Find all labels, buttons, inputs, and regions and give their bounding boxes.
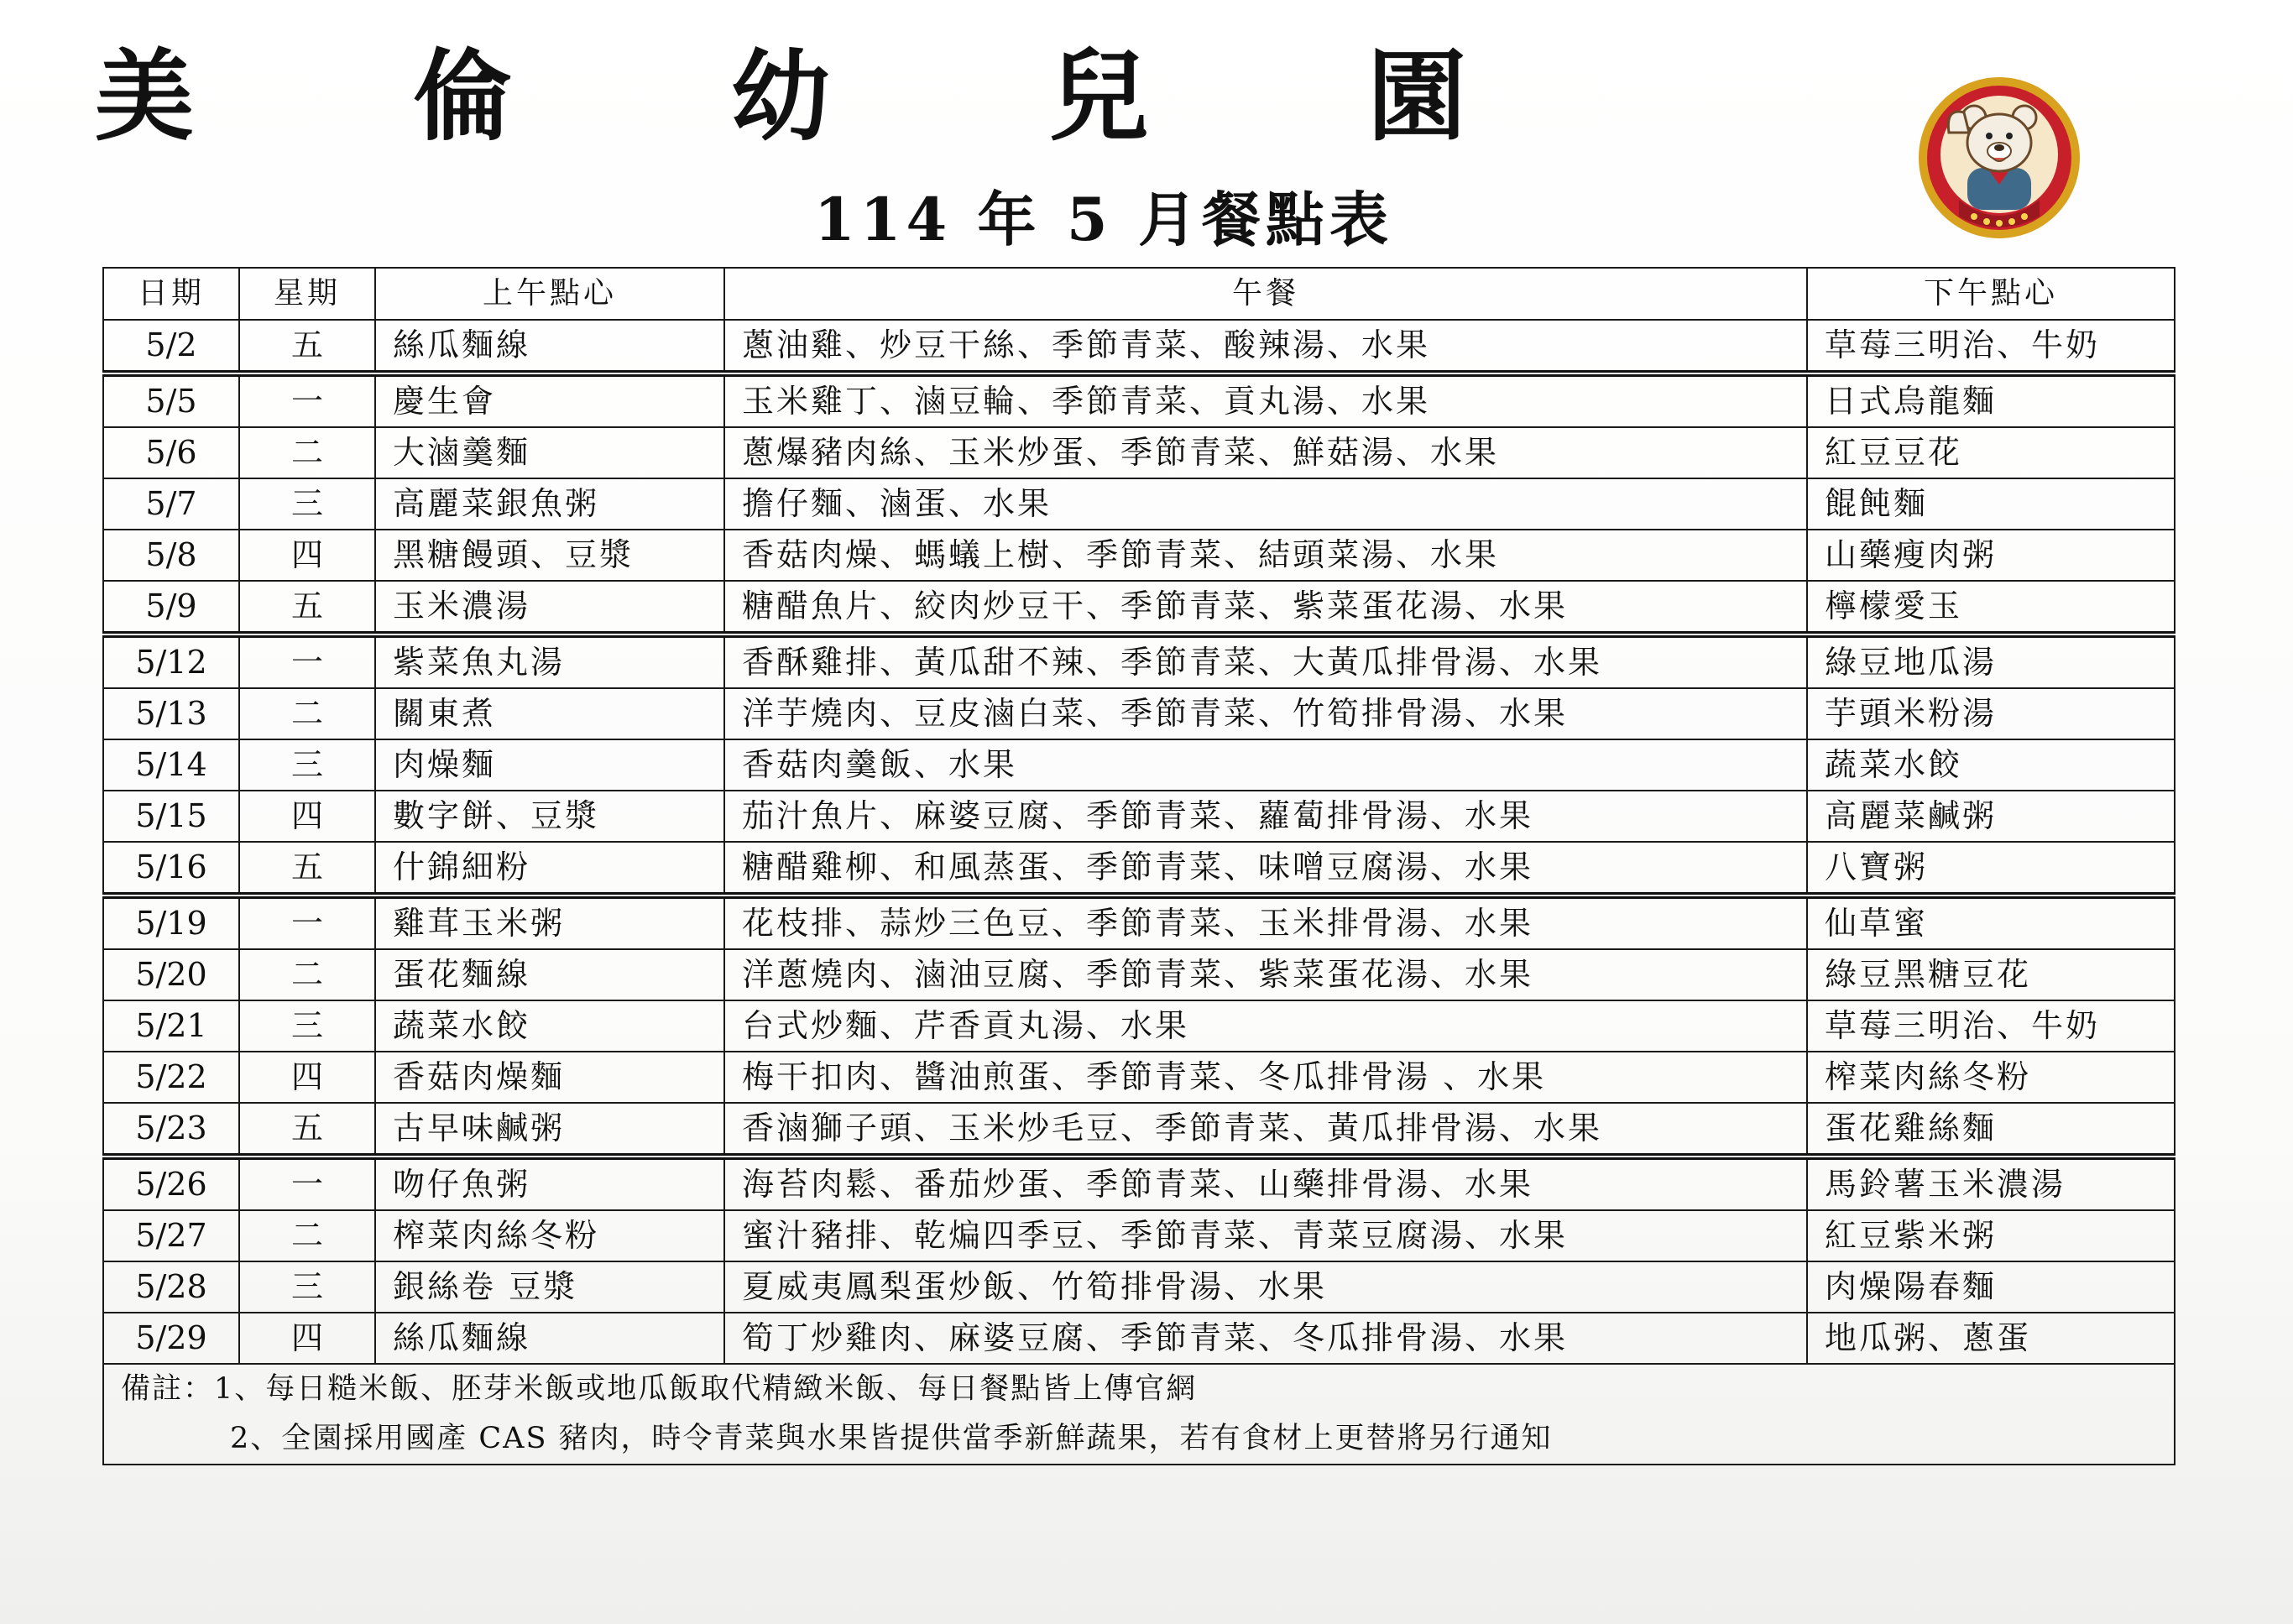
row-morning-snack: 慶生會	[375, 373, 724, 427]
row-lunch: 夏威夷鳳梨蛋炒飯、竹筍排骨湯、水果	[724, 1261, 1807, 1313]
row-lunch: 筍丁炒雞肉、麻婆豆腐、季節青菜、冬瓜排骨湯、水果	[724, 1313, 1807, 1364]
row-lunch: 糖醋魚片、絞肉炒豆干、季節青菜、紫菜蛋花湯、水果	[724, 581, 1807, 634]
row-date: 5/20	[103, 949, 239, 1000]
row-lunch: 洋蔥燒肉、滷油豆腐、季節青菜、紫菜蛋花湯、水果	[724, 949, 1807, 1000]
row-morning-snack: 雞茸玉米粥	[375, 896, 724, 949]
row-morning-snack: 榨菜肉絲冬粉	[375, 1210, 724, 1261]
table-row	[103, 739, 2175, 791]
row-lunch: 茄汁魚片、麻婆豆腐、季節青菜、蘿蔔排骨湯、水果	[724, 791, 1807, 842]
table-row	[103, 373, 2175, 427]
row-date: 5/14	[103, 739, 239, 791]
row-lunch: 香滷獅子頭、玉米炒毛豆、季節青菜、黃瓜排骨湯、水果	[724, 1103, 1807, 1157]
table-row	[103, 1210, 2175, 1261]
row-morning-snack: 香菇肉燥麵	[375, 1052, 724, 1103]
row-date: 5/8	[103, 530, 239, 581]
table-row	[103, 427, 2175, 478]
row-morning-snack: 玉米濃湯	[375, 581, 724, 634]
table-row	[103, 1157, 2175, 1210]
row-morning-snack: 紫菜魚丸湯	[375, 634, 724, 688]
row-afternoon-snack: 仙草蜜	[1807, 896, 2175, 949]
row-afternoon-snack: 餛飩麵	[1807, 478, 2175, 530]
school-name: 美 倫 幼 兒 園	[94, 39, 1559, 154]
table-row	[103, 949, 2175, 1000]
header-date: 日期	[103, 268, 239, 320]
row-weekday: 一	[239, 634, 375, 688]
row-weekday: 二	[239, 949, 375, 1000]
row-morning-snack: 肉燥麵	[375, 739, 724, 791]
row-afternoon-snack: 八寶粥	[1807, 842, 2175, 896]
row-weekday: 一	[239, 373, 375, 427]
row-afternoon-snack: 紅豆紫米粥	[1807, 1210, 2175, 1261]
table-row	[103, 478, 2175, 530]
row-afternoon-snack: 芋頭米粉湯	[1807, 688, 2175, 739]
note-line-2: 2、全園採用國產 CAS 豬肉，時令青菜與水果皆提供當季新鮮蔬果，若有食材上更替將另行通知	[230, 1422, 1553, 1455]
row-afternoon-snack: 肉燥陽春麵	[1807, 1261, 2175, 1313]
row-weekday: 五	[239, 1103, 375, 1157]
row-date: 5/9	[103, 581, 239, 634]
table-row	[103, 1313, 2175, 1364]
meal-rows	[103, 320, 2175, 1465]
row-afternoon-snack: 蛋花雞絲麵	[1807, 1103, 2175, 1157]
row-date: 5/6	[103, 427, 239, 478]
meal-schedule-table	[102, 267, 2175, 1465]
row-lunch: 蔥油雞、炒豆干絲、季節青菜、酸辣湯、水果	[724, 320, 1807, 373]
row-morning-snack: 關東煮	[375, 688, 724, 739]
table-row	[103, 1052, 2175, 1103]
row-date: 5/21	[103, 1000, 239, 1052]
header-lunch: 午餐	[724, 268, 1807, 320]
table-row	[103, 581, 2175, 634]
row-afternoon-snack: 高麗菜鹹粥	[1807, 791, 2175, 842]
row-morning-snack: 吻仔魚粥	[375, 1157, 724, 1210]
row-date: 5/13	[103, 688, 239, 739]
row-weekday: 四	[239, 791, 375, 842]
row-weekday: 五	[239, 320, 375, 373]
row-lunch: 香菇肉燥、螞蟻上樹、季節青菜、結頭菜湯、水果	[724, 530, 1807, 581]
notes-row	[103, 1364, 2175, 1465]
row-afternoon-snack: 蔬菜水餃	[1807, 739, 2175, 791]
row-date: 5/26	[103, 1157, 239, 1210]
row-date: 5/2	[103, 320, 239, 373]
row-morning-snack: 絲瓜麵線	[375, 1313, 724, 1364]
header-afternoon-snack: 下午點心	[1807, 268, 2175, 320]
row-afternoon-snack: 馬鈴薯玉米濃湯	[1807, 1157, 2175, 1210]
row-weekday: 二	[239, 427, 375, 478]
row-lunch: 玉米雞丁、滷豆輪、季節青菜、貢丸湯、水果	[724, 373, 1807, 427]
bear-mascot-logo-icon	[1915, 74, 2083, 242]
table-row	[103, 1000, 2175, 1052]
row-morning-snack: 黑糖饅頭、豆漿	[375, 530, 724, 581]
row-date: 5/23	[103, 1103, 239, 1157]
row-afternoon-snack: 山藥瘦肉粥	[1807, 530, 2175, 581]
row-weekday: 四	[239, 1052, 375, 1103]
row-afternoon-snack: 草莓三明治、牛奶	[1807, 320, 2175, 373]
row-lunch: 洋芋燒肉、豆皮滷白菜、季節青菜、竹筍排骨湯、水果	[724, 688, 1807, 739]
row-lunch: 海苔肉鬆、番茄炒蛋、季節青菜、山藥排骨湯、水果	[724, 1157, 1807, 1210]
menu-title: 114 年 5 月餐點表	[814, 185, 1393, 254]
row-afternoon-snack: 綠豆黑糖豆花	[1807, 949, 2175, 1000]
row-morning-snack: 大滷羹麵	[375, 427, 724, 478]
row-afternoon-snack: 綠豆地瓜湯	[1807, 634, 2175, 688]
row-weekday: 三	[239, 478, 375, 530]
notes-cell	[103, 1364, 2175, 1465]
row-morning-snack: 蔬菜水餃	[375, 1000, 724, 1052]
header-weekday: 星期	[239, 268, 375, 320]
table-row	[103, 896, 2175, 949]
note-line-1: 備註：1、每日糙米飯、胚芽米飯或地瓜飯取代精緻米飯、每日餐點皆上傳官網	[121, 1372, 1198, 1406]
row-date: 5/22	[103, 1052, 239, 1103]
row-weekday: 五	[239, 581, 375, 634]
row-weekday: 三	[239, 739, 375, 791]
row-afternoon-snack: 日式烏龍麵	[1807, 373, 2175, 427]
table-row	[103, 530, 2175, 581]
row-weekday: 一	[239, 896, 375, 949]
row-date: 5/19	[103, 896, 239, 949]
row-weekday: 四	[239, 530, 375, 581]
row-lunch: 蜜汁豬排、乾煸四季豆、季節青菜、青菜豆腐湯、水果	[724, 1210, 1807, 1261]
row-date: 5/5	[103, 373, 239, 427]
row-lunch: 蔥爆豬肉絲、玉米炒蛋、季節青菜、鮮菇湯、水果	[724, 427, 1807, 478]
row-morning-snack: 高麗菜銀魚粥	[375, 478, 724, 530]
row-lunch: 梅干扣肉、醬油煎蛋、季節青菜、冬瓜排骨湯 、水果	[724, 1052, 1807, 1103]
row-afternoon-snack: 草莓三明治、牛奶	[1807, 1000, 2175, 1052]
row-morning-snack: 數字餅、豆漿	[375, 791, 724, 842]
row-afternoon-snack: 紅豆豆花	[1807, 427, 2175, 478]
header-morning-snack: 上午點心	[375, 268, 724, 320]
row-weekday: 二	[239, 1210, 375, 1261]
row-weekday: 二	[239, 688, 375, 739]
row-date: 5/16	[103, 842, 239, 896]
row-weekday: 三	[239, 1261, 375, 1313]
row-weekday: 三	[239, 1000, 375, 1052]
row-lunch: 香酥雞排、黃瓜甜不辣、季節青菜、大黃瓜排骨湯、水果	[724, 634, 1807, 688]
row-lunch: 香菇肉羹飯、水果	[724, 739, 1807, 791]
row-date: 5/27	[103, 1210, 239, 1261]
table-row	[103, 320, 2175, 373]
table-row	[103, 791, 2175, 842]
row-lunch: 擔仔麵、滷蛋、水果	[724, 478, 1807, 530]
row-afternoon-snack: 地瓜粥、蔥蛋	[1807, 1313, 2175, 1364]
row-lunch: 台式炒麵、芹香貢丸湯、水果	[724, 1000, 1807, 1052]
row-morning-snack: 什錦細粉	[375, 842, 724, 896]
row-lunch: 花枝排、蒜炒三色豆、季節青菜、玉米排骨湯、水果	[724, 896, 1807, 949]
row-date: 5/15	[103, 791, 239, 842]
row-date: 5/28	[103, 1261, 239, 1313]
row-afternoon-snack: 檸檬愛玉	[1807, 581, 2175, 634]
row-date: 5/29	[103, 1313, 239, 1364]
row-weekday: 一	[239, 1157, 375, 1210]
row-morning-snack: 絲瓜麵線	[375, 320, 724, 373]
table-row	[103, 1261, 2175, 1313]
row-date: 5/12	[103, 634, 239, 688]
table-row	[103, 842, 2175, 896]
row-lunch: 糖醋雞柳、和風蒸蛋、季節青菜、味噌豆腐湯、水果	[724, 842, 1807, 896]
table-row	[103, 1103, 2175, 1157]
row-weekday: 五	[239, 842, 375, 896]
table-row	[103, 634, 2175, 688]
row-morning-snack: 古早味鹹粥	[375, 1103, 724, 1157]
row-date: 5/7	[103, 478, 239, 530]
row-weekday: 四	[239, 1313, 375, 1364]
table-header-row	[103, 268, 2175, 320]
row-morning-snack: 蛋花麵線	[375, 949, 724, 1000]
row-afternoon-snack: 榨菜肉絲冬粉	[1807, 1052, 2175, 1103]
row-morning-snack: 銀絲卷 豆漿	[375, 1261, 724, 1313]
table-row	[103, 688, 2175, 739]
